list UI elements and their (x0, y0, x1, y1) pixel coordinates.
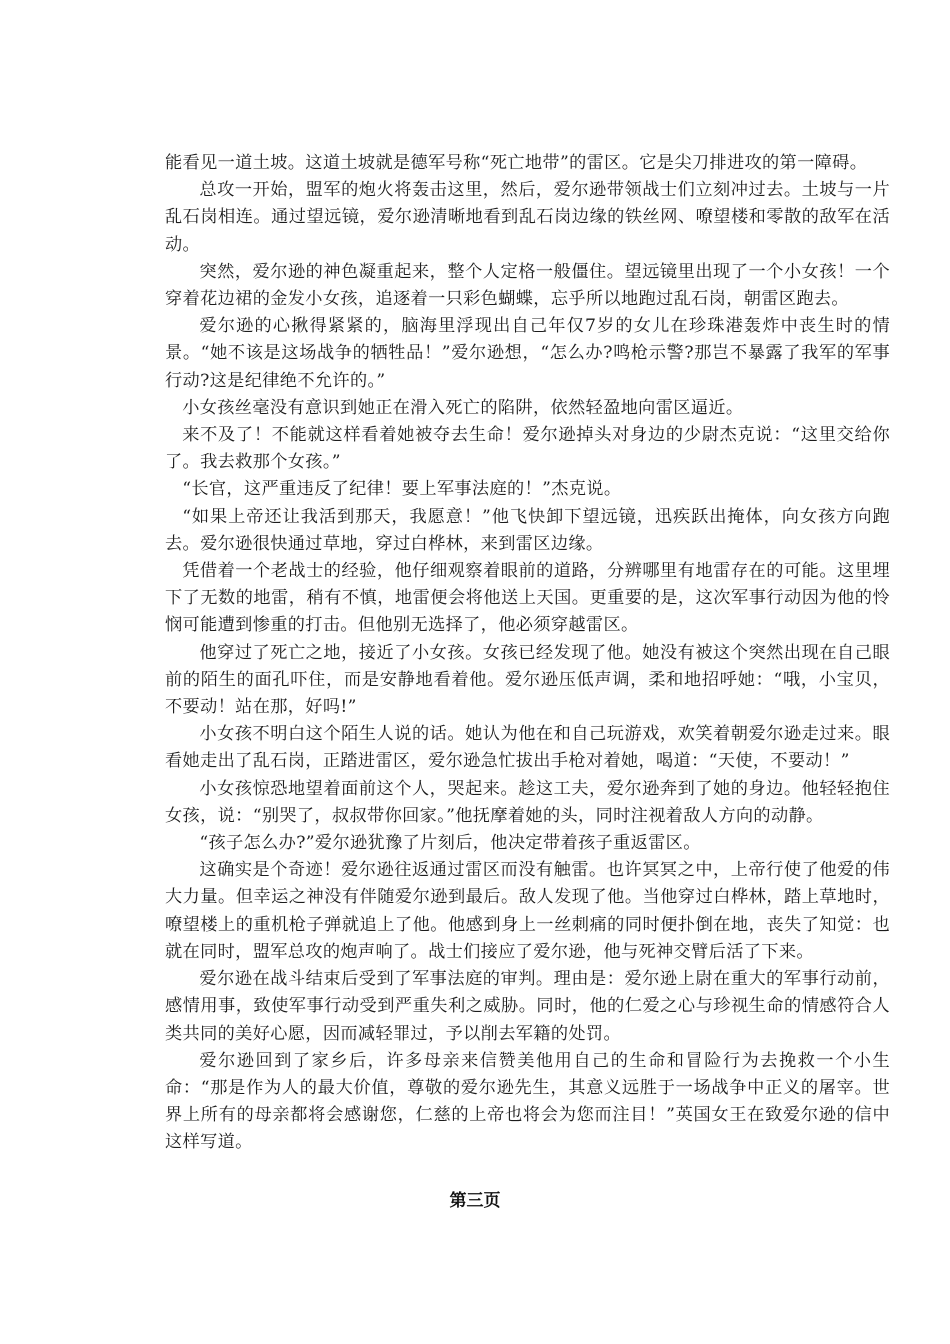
paragraph: 小女孩不明白这个陌生人说的话。她认为他在和自己玩游戏，欢笑着朝爱尔逊走过来。眼看她走出了乱石岗，正踏进雷区，爱尔逊急忙拔出手枪对着她，喝道：“天使，不要动！” (165, 724, 890, 772)
paragraph: 爱尔逊的心揪得紧紧的，脑海里浮现出自己年仅7岁的女儿在珍珠港轰炸中丧生时的情景。“她不该是这场战争的牺牲品！”爱尔逊想，“怎么办?鸣枪示警?那岂不暴露了我军的军事行动?这是纪律绝不允许的。” (165, 316, 890, 391)
paragraph: 爱尔逊回到了家乡后，许多母亲来信赞美他用自己的生命和冒险行为去挽救一个小生命：“那是作为人的最大价值，尊敬的爱尔逊先生，其意义远胜于一场战争中正义的屠宰。世界上所有的母亲都将会感谢您，仁慈的上帝也将会为您而注目！”英国女王在致爱尔逊的信中这样写道。 (165, 1050, 890, 1153)
paragraph: 来不及了！不能就这样看着她被夺去生命！爱尔逊掉头对身边的少尉杰克说：“这里交给你了。我去救那个女孩。” (165, 425, 890, 473)
article-body (165, 150, 890, 1157)
paragraph: 小女孩惊恐地望着面前这个人，哭起来。趁这工夫，爱尔逊奔到了她的身边。他轻轻抱住女孩，说：“别哭了，叔叔带你回家。”他抚摩着她的头，同时注视着敌人方向的动静。 (165, 778, 890, 826)
paragraph: 能看见一道土坡。这道土坡就是德军号称“死亡地带”的雷区。它是尖刀排进攻的第一障碍。 (165, 153, 868, 173)
paragraph: “长官，这严重违反了纪律！要上军事法庭的！”杰克说。 (182, 479, 622, 500)
paragraph: “孩子怎么办?”爱尔逊犹豫了片刻后，他决定带着孩子重返雷区。 (199, 833, 701, 854)
paragraph: 他穿过了死亡之地，接近了小女孩。女孩已经发现了他。她没有被这个突然出现在自己眼前的陌生的面孔吓住，而是安静地看着他。爱尔逊压低声调，柔和地招呼她：“哦，小宝贝，不要动！站在那，好吗!” (165, 642, 890, 718)
paragraph: “如果上帝还让我活到那天，我愿意！”他飞快卸下望远镜，迅疾跃出掩体，向女孩方向跑去。爱尔逊很快通过草地，穿过白桦林，来到雷区边缘。 (165, 506, 890, 554)
paragraph: 总攻一开始，盟军的炮火将轰击这里，然后，爱尔逊带领战士们立刻冲过去。土坡与一片乱石岗相连。通过望远镜，爱尔逊清晰地看到乱石岗边缘的铁丝网、嘹望楼和零散的敌军在活动。 (165, 180, 890, 255)
paragraph: 凭借着一个老战士的经验，他仔细观察着眼前的道路，分辨哪里有地雷存在的可能。这里埋下了无数的地雷，稍有不慎，地雷便会将他送上天国。更重要的是，这次军事行动因为他的怜悯可能遭到惨重的打击。但他别无选择了，他必须穿越雷区。 (165, 561, 890, 636)
paragraph: 这确实是个奇迹！爱尔逊往返通过雷区而没有触雷。也许冥冥之中，上帝行使了他爱的伟大力量。但幸运之神没有伴随爱尔逊到最后。敌人发现了他。当他穿过白桦林，踏上草地时，嘹望楼上的重机枪子弹就追上了他。他感到身上一丝刺痛的同时便扑倒在地，丧失了知觉：也就在同时，盟军总攻的炮声响了。战士们接应了爱尔逊，他与死神交臂后活了下来。 (165, 860, 890, 962)
paragraph: 突然，爱尔逊的神色凝重起来，整个人定格一般僵住。望远镜里出现了一个小女孩！一个穿着花边裙的金发小女孩，追逐着一只彩色蝴蝶，忘乎所以地跑过乱石岗，朝雷区跑去。 (165, 261, 890, 310)
paragraph: 爱尔逊在战斗结束后受到了军事法庭的审判。理由是：爱尔逊上尉在重大的军事行动前，感情用事，致使军事行动受到严重失利之威胁。同时，他的仁爱之心与珍视生命的情感符合人类共同的美好心愿，因而减轻罪过，予以削去军籍的处罚。 (165, 969, 890, 1044)
page-number: 第三页 (449, 1191, 501, 1211)
paragraph: 小女孩丝毫没有意识到她正在滑入死亡的陷阱，依然轻盈地向雷区逼近。 (182, 397, 744, 418)
